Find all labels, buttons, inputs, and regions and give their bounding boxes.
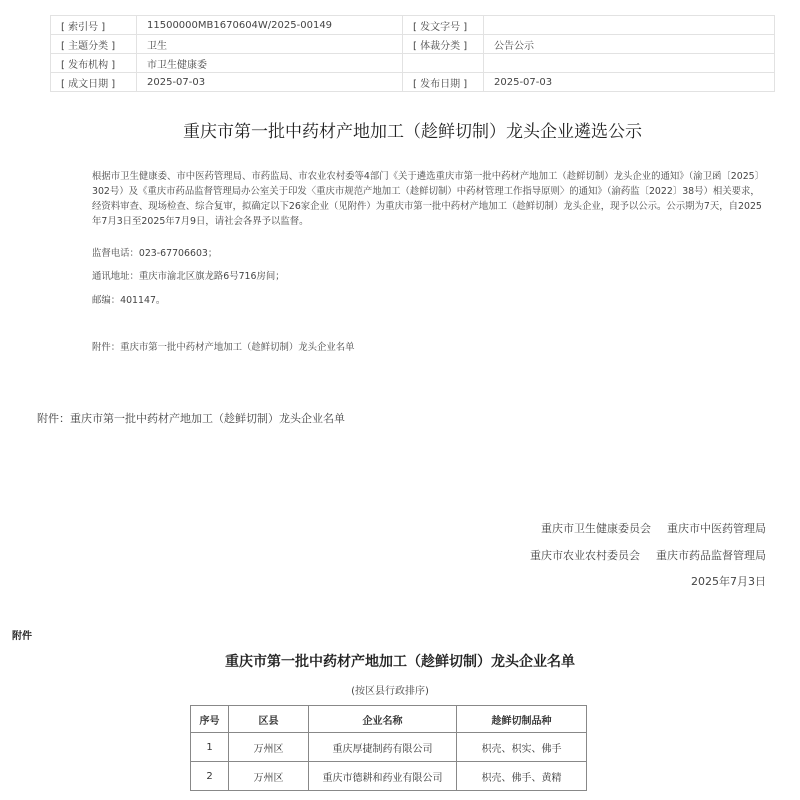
meta-row xyxy=(51,35,775,54)
signer: 重庆市卫生健康委员会 xyxy=(541,522,651,535)
document-meta-table xyxy=(50,15,775,92)
meta-value: 卫生 xyxy=(137,35,403,54)
attachment-heading: 附件：重庆市第一批中药材产地加工（趁鲜切制）龙头企业名单 xyxy=(37,412,345,425)
attachment-link[interactable]: 附件：重庆市第一批中药材产地加工（趁鲜切制）龙头企业名单 xyxy=(92,342,355,353)
meta-key: [ 体裁分类 ] xyxy=(403,35,484,54)
signer: 重庆市中医药管理局 xyxy=(667,522,766,535)
appendix-subtitle: (按区县行政排序) xyxy=(351,686,429,697)
company-cell: 重庆厚捷制药有限公司 xyxy=(309,733,457,762)
row-number: 1 xyxy=(191,733,229,762)
meta-value: 市卫生健康委 xyxy=(137,54,403,73)
meta-key: [ 发布日期 ] xyxy=(403,73,484,92)
column-header: 趁鲜切制品种 xyxy=(457,706,587,733)
meta-row xyxy=(51,16,775,35)
notice-title: 重庆市第一批中药材产地加工（趁鲜切制）龙头企业遴选公示 xyxy=(183,122,642,142)
row-number: 2 xyxy=(191,762,229,791)
varieties-cell: 枳壳、佛手、黄精 xyxy=(457,762,587,791)
meta-key: [ 主题分类 ] xyxy=(51,35,137,54)
table-header-row xyxy=(191,706,587,733)
meta-row xyxy=(51,54,775,73)
meta-key: [ 索引号 ] xyxy=(51,16,137,35)
column-header: 序号 xyxy=(191,706,229,733)
company-list-table xyxy=(190,705,587,791)
meta-value xyxy=(484,54,775,73)
signer: 重庆市药品监督管理局 xyxy=(656,549,766,562)
column-header: 区县 xyxy=(229,706,309,733)
signing-date: 2025年7月3日 xyxy=(691,575,766,588)
meta-value: 公告公示 xyxy=(484,35,775,54)
meta-value: 2025-07-03 xyxy=(137,73,403,92)
table-row xyxy=(191,762,587,791)
mailing-address: 通讯地址：重庆市渝北区旗龙路6号716房间； xyxy=(92,271,285,282)
column-header: 企业名称 xyxy=(309,706,457,733)
meta-value: 2025-07-03 xyxy=(484,73,775,92)
varieties-cell: 枳壳、枳实、佛手 xyxy=(457,733,587,762)
county-cell: 万州区 xyxy=(229,733,309,762)
meta-value: 11500000MB1670604W/2025-00149 xyxy=(137,16,403,35)
appendix-title: 重庆市第一批中药材产地加工（趁鲜切制）龙头企业名单 xyxy=(225,654,575,670)
meta-key: [ 成文日期 ] xyxy=(51,73,137,92)
meta-row xyxy=(51,73,775,92)
postcode: 邮编：401147。 xyxy=(92,295,166,306)
meta-key: [ 发文字号 ] xyxy=(403,16,484,35)
notice-body: 根据市卫生健康委、市中医药管理局、市药监局、市农业农村委等4部门《关于遴选重庆市第一批中药材产地加工（趁鲜切制）龙头企业的通知》（渝卫函〔2025〕302号）及《重庆市药品监督管理局办公室关于印发〈重庆市规范产地加工（趁鲜切制）中药材管理工作指导原则〉的通知》（渝药监〔2022〕38号）相关要求，经资料审查、现场检查、综合复审，拟确定以下26家企业（见附件）为重庆市第一批中药材产地加工（趁鲜切制）龙头企业，现予以公示。公示期为7天，自2025年7月3日至2025年7月9日，请社会各界予以监督。 xyxy=(92,171,762,227)
signer: 重庆市农业农村委员会 xyxy=(530,549,640,562)
company-cell: 重庆市德耕和药业有限公司 xyxy=(309,762,457,791)
table-row xyxy=(191,733,587,762)
signers-row-1 xyxy=(541,520,766,536)
appendix-label: 附件 xyxy=(12,631,32,642)
signers-row-2 xyxy=(530,547,766,563)
meta-value xyxy=(484,16,775,35)
county-cell: 万州区 xyxy=(229,762,309,791)
supervision-phone: 监督电话：023-67706603； xyxy=(92,248,218,259)
meta-key: [ 发布机构 ] xyxy=(51,54,137,73)
meta-key xyxy=(403,54,484,73)
